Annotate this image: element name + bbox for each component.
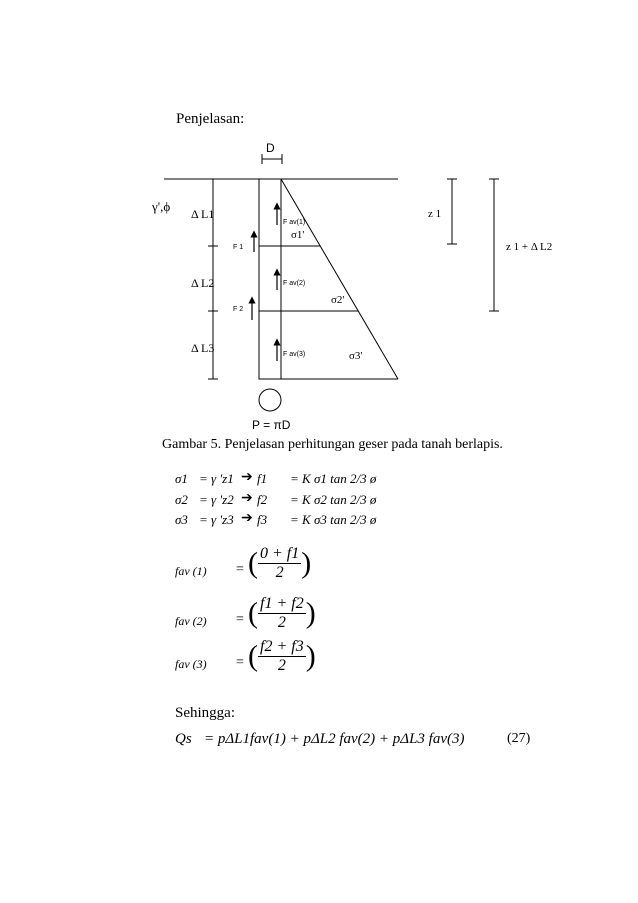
delta-l2-label: Δ L2 [191, 276, 215, 290]
figure-caption: Gambar 5. Penjelasan perhitungan geser pada tanah berlapis. [162, 437, 503, 452]
fav2-label: F av(2) [283, 280, 306, 287]
fraction-denominator: 2 [277, 614, 286, 631]
delta-l3-label: Δ L3 [191, 341, 215, 355]
perimeter-label: P = πD [252, 418, 291, 432]
diameter-dimension [262, 154, 282, 164]
arrow-glyph: ➔ [241, 491, 253, 506]
stress-eq: = γ 'z2 [199, 492, 234, 507]
stress-f: f3 [257, 512, 268, 527]
f1-label: F 1 [233, 244, 244, 251]
stress-sigma: σ1 [175, 471, 188, 486]
conclusion-label: Sehingga: [175, 705, 235, 721]
pile-cross-section [259, 389, 281, 411]
z1-dl2-dimension [489, 179, 499, 311]
fav-fraction: ( $\frac{f1 + f2}{2}$ ) [248, 595, 316, 631]
soil-parameter-label: γ',ϕ [152, 199, 171, 214]
equals-sign: = [236, 612, 244, 627]
arrow-glyph: ➔ [241, 511, 253, 526]
f2-label: F 2 [233, 306, 244, 313]
stress-eq: = γ 'z1 [199, 471, 234, 486]
arrow-glyph: ➔ [241, 470, 253, 485]
stress-sigma: σ2 [175, 492, 188, 507]
qs-lhs: Qs [175, 731, 192, 747]
z1-dl2-label: z 1 + Δ L2 [506, 241, 553, 253]
fav-fraction: ( $\frac{0 + f1}{2}$ ) [248, 545, 312, 581]
pile-shaft [259, 179, 281, 379]
delta-l1-label: Δ L1 [191, 207, 215, 221]
fraction-denominator: 2 [275, 564, 284, 581]
diameter-label: D [266, 141, 275, 155]
equals-sign: = [236, 655, 244, 670]
stress-sigma: σ3 [175, 512, 188, 527]
fav-fraction: ( $\frac{f2 + f3}{2}$ ) [248, 638, 316, 674]
fraction-numerator: f1 + f2 [260, 595, 304, 612]
fav-lhs: fav (3) [175, 657, 207, 671]
fav1-label: F av(1) [283, 219, 306, 226]
stress-result: = K σ2 tan 2/3 ø [290, 492, 377, 507]
fraction-numerator: f2 + f3 [260, 638, 304, 655]
pile-diagram [0, 0, 638, 450]
sigma1-label: σ1' [291, 229, 305, 241]
qs-rhs: = pΔL1fav(1) + pΔL2 fav(2) + pΔL3 fav(3) [204, 731, 465, 747]
equation-number: (27) [507, 731, 531, 746]
sigma3-label: σ3' [349, 350, 363, 362]
stress-eq: = γ 'z3 [199, 512, 234, 527]
z1-label: z 1 [428, 208, 442, 220]
stress-f: f2 [257, 492, 268, 507]
stress-result: = K σ3 tan 2/3 ø [290, 512, 377, 527]
stress-result: = K σ1 tan 2/3 ø [290, 471, 377, 486]
fav3-label: F av(3) [283, 351, 306, 358]
stress-f: f1 [257, 471, 268, 486]
sigma2-label: σ2' [331, 294, 345, 306]
equals-sign: = [236, 562, 244, 577]
fav-lhs: fav (2) [175, 614, 207, 628]
fraction-denominator: 2 [277, 657, 286, 674]
z1-dimension [447, 179, 457, 244]
stress-triangle [259, 179, 398, 379]
section-heading: Penjelasan: [176, 111, 245, 127]
fraction-numerator: 0 + f1 [260, 545, 300, 562]
fav-lhs: fav (1) [175, 564, 207, 578]
